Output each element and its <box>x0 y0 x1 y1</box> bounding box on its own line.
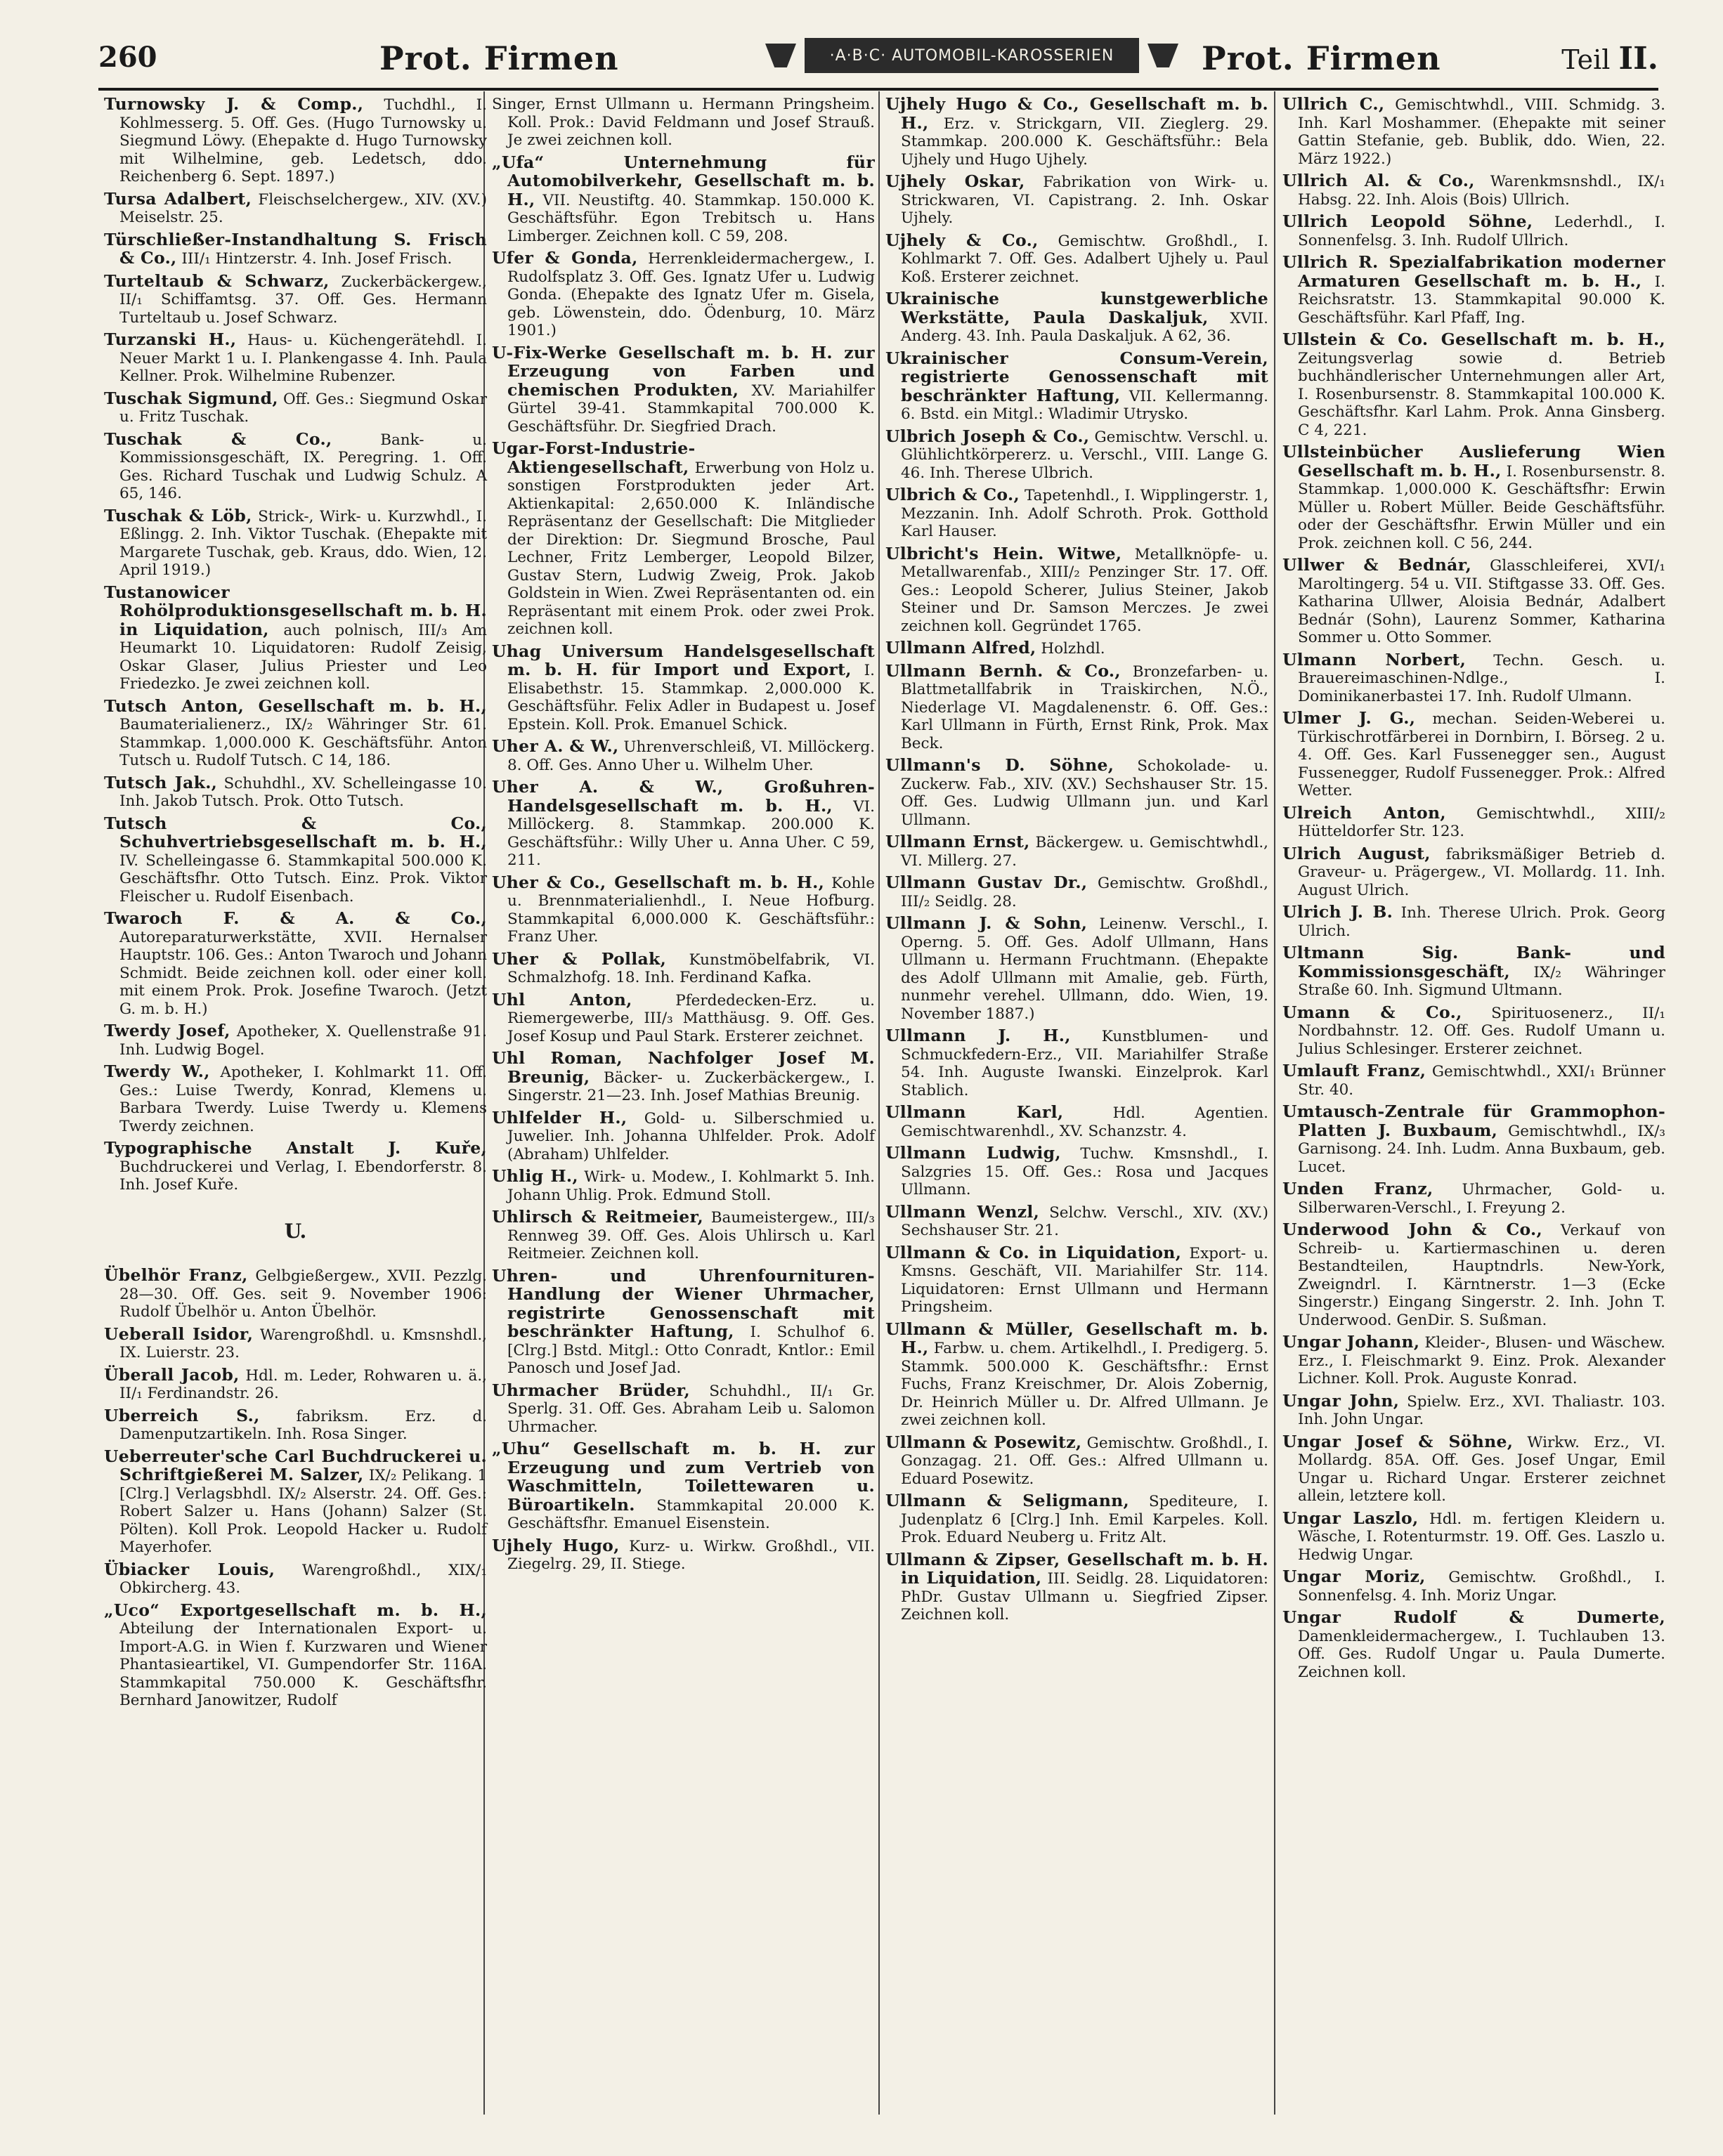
entry-details: Erwerbung von Holz u. sonstigen Forstprodukten jeder Art. Aktienkapital: 2,650.000 K. Inländische Repräsentanz der Gesellschaft: Die Mitglieder der Direktion: Dr. Siegmund Brosche, Paul Lechner, Fritz Lemberger, Leopold Bilzer, Gustav Stern, Ludwig Zweig, Prok. Jakob Goldstein in Wien. Zwei Repräsentanten od. ein Repräsentant mit einem Prok. oder zwei Prok. zeichnen koll. <box>507 459 875 638</box>
entry-details: VII. Kellermanng. 6. Bstd. ein Mitgl.: Wladimir Utrysko. <box>901 387 1268 423</box>
firm-name: Uhl Roman, Nachfolger Josef M. Breunig, <box>492 1048 875 1087</box>
directory-entry <box>1282 172 1665 209</box>
entry-details: Farbw. u. chem. Artikelhdl., I. Predigerg. 5. Stammk. 500.000 K. Geschäftsfhr.: Ernst Fuchs, Franz Kreischmer, Dr. Alois Zobernig, Dr. Heinrich Müller u. Dr. Alfred Ullmann. Je zwei zeichnen koll. <box>901 1340 1268 1429</box>
entry-details: Apotheker, I. Kohlmarkt 11. Off. Ges.: Luise Twerdy, Konrad, Klemens u. Barbara Twerdy. Luise Twerdy u. Klemens Twerdy zeichnen. <box>119 1064 487 1135</box>
firm-name: Ullsteinbücher Auslieferung Wien Gesellschaft m. b. H., <box>1282 442 1665 481</box>
entry-details: auch polnisch, III/₃ Am Heumarkt 10. Liquidatoren: Rudolf Zeisig, Oskar Glaser, Julius Priester und Leo Friedezko. Je zwei zeichnen koll. <box>119 621 487 693</box>
directory-entry <box>104 1267 487 1321</box>
firm-name: Tuschak & Co., <box>104 429 332 449</box>
entry-details: Off. Ges.: Siegmund Oskar u. Fritz Tuschak. <box>119 390 488 426</box>
directory-entry <box>104 695 487 770</box>
directory-entry <box>104 331 487 386</box>
entry-details: Selchw. Verschl., XIV. (XV.) Sechshauser Str. 21. <box>901 1203 1268 1239</box>
firm-name: Ullmann Ernst, <box>885 832 1030 851</box>
firm-name: Umlauft Franz, <box>1282 1061 1426 1080</box>
directory-entry <box>1282 1180 1665 1217</box>
entry-details: Baumeistergew., III/₃ Rennweg 39. Off. Ges. Alois Uhlirsch u. Karl Reitmeier. Zeichnen koll. <box>507 1209 875 1262</box>
firm-name: Uher A. & W., <box>492 736 619 756</box>
entry-details: Metallknöpfe- u. Metallwarenfab., XIII/₂ Penzinger Str. 17. Off. Ges.: Leopold Scherer, Julius Steiner, Jakob Steiner und Dr. Samson Merczes. Je zwei zeichnen koll. Gegründet 1765. <box>901 545 1268 635</box>
directory-entry <box>1282 556 1665 647</box>
firm-name: Ullmann Bernh. & Co., <box>885 660 1121 681</box>
directory-entry <box>885 232 1268 287</box>
directory-entry <box>885 1551 1268 1624</box>
firm-name: Turnowsky J. & Comp., <box>104 94 364 114</box>
entry-details: Warengroßhdl. u. Kmsnshdl., IX. Luierstr. 23. <box>119 1326 487 1361</box>
firm-name: Uher & Co., Gesellschaft m. b. H., <box>492 872 825 892</box>
entry-details: Stammkapital 20.000 K. Geschäftsfhr. Emanuel Eisenstein. <box>507 1496 875 1532</box>
firm-name: Ullstein & Co. Gesellschaft m. b. H., <box>1282 329 1665 349</box>
column-4 <box>1282 96 1665 1685</box>
directory-entry <box>885 1321 1268 1430</box>
firm-name: Ullmann J. & Sohn, <box>885 913 1088 933</box>
directory-entry <box>104 190 487 227</box>
page-number: 260 <box>98 41 157 74</box>
directory-entry <box>1282 903 1665 940</box>
column-divider <box>1274 91 1275 2115</box>
entry-details: Wirkw. Erz., VI. Mollardg. 85A. Off. Ges. Josef Ungar, Emil Ungar u. Richard Ungar. Ersterer zeichnet allein, letztere koll. <box>1298 1433 1665 1505</box>
firm-name: Ulbrich & Co., <box>885 485 1020 504</box>
firm-name: Ullmann & Posewitz, <box>885 1432 1082 1452</box>
entry-details: Gemischtw. Großhdl., I. Gonzagag. 21. Off. Ges.: Alfred Ullmann u. Eduard Posewitz. <box>901 1434 1268 1488</box>
firm-name: Tutsch Jak., <box>104 772 218 792</box>
column-divider <box>878 91 880 2115</box>
directory-entry <box>885 1027 1268 1099</box>
firm-name: Ullmann Alfred, <box>885 638 1036 658</box>
entry-details: I. Schulhof 6. [Clrg.] Bstd. Mitgl.: Otto Conradt, Kntlor.: Emil Panosch und Josef Jad. <box>507 1324 875 1377</box>
firm-name: Ullmann's D. Söhne, <box>885 755 1114 775</box>
entry-details: Gemischtwhdl., XIII/₂ Hütteldorfer Str. 123. <box>1298 804 1665 840</box>
entry-details: Bronzefarben- u. Blattmetallfabrik in Traiskirchen, N.Ö., Niederlage VI. Magdalenenstr. 6. Off. Ges.: Karl Ullmann in Fürth, Ernst Rink, Prok. Max Beck. <box>901 662 1268 752</box>
entry-details: Gemischtwhdl., IX/₃ Garnisong. 24. Inh. Ludm. Anna Buxbaum, geb. Lucet. <box>1298 1122 1665 1176</box>
directory-entry <box>104 1063 487 1135</box>
entry-details: Kunstmöbelfabrik, VI. Schmalzhofg. 18. Inh. Ferdinand Kafka. <box>507 950 875 986</box>
entry-details: IX/₂ Währinger Straße 60. Inh. Sigmund Ultmann. <box>1298 963 1665 999</box>
directory-entry <box>104 507 487 580</box>
directory-entry <box>1282 1004 1665 1059</box>
entry-details: Uhrenverschleiß, VI. Millöckerg. 8. Off. Ges. Anno Uher u. Wilhelm Uher. <box>507 738 875 774</box>
directory-entry <box>885 290 1268 346</box>
entry-details: Gemischtw. Großhdl., I. Sonnenfelsg. 4. Inh. Moriz Ungar. <box>1298 1569 1665 1605</box>
directory-entry <box>492 643 875 734</box>
entry-details: Gemischtwhdl., XXI/₁ Brünner Str. 40. <box>1298 1063 1665 1099</box>
directory-entry <box>1282 331 1665 439</box>
directory-entry <box>104 1448 487 1557</box>
header-rule <box>98 88 1658 91</box>
directory-entry <box>492 950 875 987</box>
directory-entry <box>104 1602 487 1710</box>
firm-name: Uhl Anton, <box>492 989 632 1010</box>
directory-entry <box>885 428 1268 483</box>
entry-details: Spediteure, I. Judenplatz 6 [Clrg.] Inh. Emil Karpeles. Koll. Prok. Eduard Neuberg u. Fritz Alt. <box>901 1493 1268 1546</box>
entry-details: Wirk- u. Modew., I. Kohlmarkt 5. Inh. Johann Uhlig. Prok. Edmund Stoll. <box>507 1168 875 1204</box>
directory-entry <box>1282 804 1665 841</box>
directory-entry <box>104 774 487 811</box>
firm-name: Ungar John, <box>1282 1390 1400 1411</box>
directory-entry <box>492 344 875 436</box>
directory-entry <box>104 231 487 268</box>
directory-entry <box>1282 1333 1665 1388</box>
entry-details: Lederhdl., I. Sonnenfelsg. 3. Inh. Rudolf Ullrich. <box>1298 214 1665 249</box>
entry-details: Pferdedecken-Erz. u. Riemergewerbe, III/₃ Matthäusg. 9. Off. Ges. Josef Kosup und Paul Stark. Ersterer zeichnet. <box>507 991 875 1045</box>
entry-details: Fabrikation von Wirk- u. Strickwaren, VI. Capistrang. 2. Inh. Oskar Ujhely. <box>901 174 1268 227</box>
entry-details: Uhrmacher, Gold- u. Silberwaren-Verschl., I. Freyung 2. <box>1298 1181 1665 1217</box>
directory-entry <box>492 1050 875 1105</box>
entry-details: Damenkleidermachergew., I. Tuchlauben 13. Off. Ges. Rudolf Ungar u. Paula Dumerte. Zeichnen koll. <box>1298 1627 1665 1681</box>
entry-details: Tuchw. Kmsnshdl., I. Salzgries 15. Off. Ges.: Rosa und Jacques Ullmann. <box>901 1145 1268 1198</box>
entry-details: XV. Mariahilfer Gürtel 39-41. Stammkapital 700.000 K. Geschäftsführ. Dr. Siegfried Drach. <box>507 381 876 436</box>
directory-entry <box>104 1326 487 1362</box>
entry-details: Hdl. m. Leder, Rohwaren u. ä., II/₁ Ferdinandstr. 26. <box>119 1366 487 1402</box>
entry-details: Gold- u. Silberschmied u. Juwelier. Inh. Johanna Uhlfelder. Prok. Adolf (Abraham) Uhlfelder. <box>507 1109 876 1163</box>
firm-name: Ultmann Sig. Bank- und Kommissionsgeschäft, <box>1282 943 1665 981</box>
running-title-right: Prot. Firmen <box>1202 39 1441 77</box>
firm-name: Tuschak Sigmund, <box>104 388 278 408</box>
firm-name: Uher & Pollak, <box>492 948 667 969</box>
firm-name: Uberreich S., <box>104 1405 260 1425</box>
directory-entry <box>885 545 1268 636</box>
directory-entry <box>1282 1062 1665 1099</box>
entry-details: Autoreparaturwerkstätte, XVII. Hernalser Hauptstr. 106. Ges.: Anton Twaroch und Johann Schmidt. Beide zeichnen koll. oder einer koll. mit einem Prok. Prok. Josefine Twaroch. (Jetzt G. m. b. H.) <box>119 928 487 1018</box>
entry-details: Kleider-, Blusen- und Wäschew. Erz., I. Fleischmarkt 9. Einz. Prok. Alexander Lichner. Koll. Prok. Auguste Konrad. <box>1298 1334 1665 1387</box>
entry-details: Leinenw. Verschl., I. Operng. 5. Off. Ges. Adolf Ullmann, Hans Ullmann u. Hermann Fruchtmann. (Ehepakte des Adolf Ullmann mit Amalie, geb. Fürth, nunmehr verehel. Ullmann, ddo. Wien, 19. November 1887.) <box>901 915 1268 1023</box>
directory-entry <box>492 1440 875 1533</box>
directory-entry <box>492 1382 875 1437</box>
firm-name: Türschließer-Instandhaltung S. Frisch & Co., <box>104 229 487 268</box>
entry-details: Bäcker- u. Zuckerbäckergew., I. Singerstr. 21—23. Inh. Josef Mathias Breunig. <box>507 1069 875 1104</box>
banner-text: ·A·B·C· AUTOMOBIL-KAROSSERIEN <box>829 46 1114 65</box>
directory-entry <box>104 96 487 186</box>
directory-entry <box>492 1109 875 1164</box>
directory-entry <box>1282 96 1665 168</box>
firm-name: Tursa Adalbert, <box>104 188 252 209</box>
directory-entry <box>885 757 1268 829</box>
entry-details: I. Rosenbursenstr. 8. Stammkap. 1,000.000 K. Geschäftsfhr: Erwin Müller u. Robert Müller. Beide Geschäftsführ. oder der Geschäftsfhr. Erwin Müller und ein Prok. zeichnen koll. C 56, 244. <box>1298 462 1665 552</box>
firm-name: Uhag Universum Handelsgesellschaft m. b. H. für Import und Export, <box>492 641 875 679</box>
part-indicator <box>1561 41 1658 77</box>
directory-entry <box>885 350 1268 424</box>
directory-entry <box>104 270 487 327</box>
column-3 <box>885 96 1268 1628</box>
entry-details: Apotheker, X. Quellenstraße 91. Inh. Ludwig Bogel. <box>119 1023 487 1059</box>
entry-details: Bank- u. Kommissionsgeschäft, IX. Peregring. 1. Off. Ges. Richard Tuschak und Ludwig Schulz. A 65, 146. <box>119 431 487 502</box>
firm-name: Umann & Co., <box>1282 1002 1462 1022</box>
directory-entry <box>1282 1392 1665 1429</box>
directory-entry <box>492 154 875 246</box>
directory-entry <box>492 1208 875 1263</box>
directory-entry <box>104 815 487 906</box>
firm-name: Ugar-Forst-Industrie-Aktiengesellschaft, <box>492 438 696 477</box>
firm-name: Turzanski H., <box>104 329 237 349</box>
directory-entry <box>885 1492 1268 1547</box>
firm-name: „Uco“ Exportgesellschaft m. b. H., <box>104 1600 487 1620</box>
entry-details: IV. Schelleingasse 6. Stammkapital 500.000 K. Geschäftsfhr. Otto Tutsch. Einz. Prok. Viktor Fleischer u. Rudolf Eisenbach. <box>119 851 487 906</box>
firm-name: Überall Jacob, <box>104 1364 240 1385</box>
firm-name: Turteltaub & Schwarz, <box>104 270 330 291</box>
directory-entry <box>885 1144 1268 1199</box>
directory-entry <box>492 991 875 1046</box>
entry-details: Buchdruckerei und Verlag, I. Ebendorferstr. 8. Inh. Josef Kuře. <box>119 1158 487 1194</box>
directory-entry <box>492 440 875 639</box>
entry-details: Herrenkleidermachergew., I. Rudolfsplatz 3. Off. Ges. Ignatz Ufer u. Ludwig Gonda. (Ehepakte des Ignatz Ufer m. Gisela, geb. Löwenstein, ddo. Ödenburg, 10. März 1901.) <box>507 250 875 339</box>
directory-entry <box>104 910 487 1018</box>
entry-details: Verkauf von Schreib- u. Kartiermaschinen u. deren Bestandteilen, Hauptndrls. New-York, Zweigndrl. I. Kärntnerstr. 1—3 (Ecke Singerstr.) Eingang Singerstr. 2. Inh. John T. Underwood. GenDir. S. Sußman. <box>1298 1222 1665 1329</box>
firm-name: Tutsch Anton, Gesellschaft m. b. H., <box>104 695 487 716</box>
firm-name: Ukrainische kunstgewerbliche Werkstätte, Paula Daskaljuk, <box>885 289 1268 327</box>
directory-entry <box>492 874 875 946</box>
entry-details: III/₁ Hintzerstr. 4. Inh. Josef Frisch. <box>181 250 453 268</box>
firm-name: Ungar Johann, <box>1282 1332 1420 1352</box>
entry-details: Warenkmsnshdl., IX/₁ Habsg. 22. Inh. Alois (Bois) Ullrich. <box>1298 173 1665 209</box>
firm-name: „Uhu“ Gesellschaft m. b. H. zur Erzeugung und zum Vertrieb von Waschmitteln, Toilettewaren u. Büroartikeln. <box>492 1439 875 1515</box>
firm-name: Ullrich C., <box>1282 94 1385 114</box>
directory-entry <box>1282 1433 1665 1505</box>
section-letter: U. <box>284 1219 307 1243</box>
firm-name: Ullmann & Seligmann, <box>885 1491 1129 1510</box>
firm-name: Ulbricht's Hein. Witwe, <box>885 543 1122 563</box>
entry-details: Holzhdl. <box>1041 640 1105 658</box>
firm-name: Tutsch & Co., Schuhvertriebsgesellschaft m. b. H., <box>104 813 487 851</box>
directory-entry <box>492 249 875 340</box>
entry-details: Kunstblumen- und Schmuckfedern-Erz., VII. Mariahilfer Straße 54. Inh. Auguste Iwanski. Einzelprok. Karl Stablich. <box>901 1028 1268 1099</box>
firm-name: Twerdy Josef, <box>104 1021 230 1040</box>
firm-name: Uhrmacher Brüder, <box>492 1380 691 1400</box>
firm-name: Ukrainischer Consum-Verein, registrierte Genossenschaft mit beschränkter Haftung, <box>885 348 1268 405</box>
entry-details: Spirituosenerz., II/₁ Nordbahnstr. 12. Off. Ges. Rudolf Umann u. Julius Schlesinger. Ersterer zeichnet. <box>1298 1004 1665 1058</box>
part-number: II. <box>1618 41 1658 77</box>
firm-name: Ueberall Isidor, <box>104 1324 254 1344</box>
entry-details: Fleischselchergew., XIV. (XV.) Meiselstr. 25. <box>119 190 487 226</box>
firm-name: Ullwer & Bednár, <box>1282 555 1472 575</box>
directory-entry <box>1282 710 1665 800</box>
firm-name: Ullmann & Co. in Liquidation, <box>885 1242 1182 1262</box>
firm-name: Uhlig H., <box>492 1166 578 1186</box>
firm-name: Typographische Anstalt J. Kuře, <box>104 1138 487 1158</box>
entry-details: Gemischtwhdl., VIII. Schmidg. 3. Inh. Karl Moshammer. (Ehepakte mit seiner Gattin Stefanie, geb. Bublik, ddo. Wien, 22. März 1922.) <box>1298 96 1665 168</box>
directory-entry <box>492 96 875 150</box>
entry-details: Spielw. Erz., XVI. Thaliastr. 103. Inh. John Ungar. <box>1298 1392 1665 1428</box>
firm-name: Übelhör Franz, <box>104 1265 248 1285</box>
directory-entry <box>492 1168 875 1204</box>
directory-entry <box>104 431 487 503</box>
page-header <box>98 34 1658 90</box>
firm-name: Tuschak & Löb, <box>104 505 252 525</box>
firm-name: Ulbrich Joseph & Co., <box>885 426 1090 446</box>
firm-name: Ulrich J. B. <box>1282 902 1393 922</box>
entry-details: Gelbgießergew., XVII. Pezzlg. 28—30. Off. Ges. seit 9. November 1906: Rudolf Übelhör u. Anton Übelhör. <box>119 1267 487 1321</box>
firm-name: Ullrich Al. & Co., <box>1282 171 1475 190</box>
entry-details: Tuchdhl., I. Kohlmesserg. 5. Off. Ges. (Hugo Turnowsky u. Siegmund Löwy. (Ehepakte d. Hugo Turnowsky mit Wilhelmine, geb. Ledetsch, ddo. Reichenberg 6. Sept. 1897.) <box>119 96 487 185</box>
directory-entry <box>885 1244 1268 1317</box>
entry-details: Singer, Ernst Ullmann u. Hermann Pringsheim. Koll. Prok.: David Feldmann und Josef Strauß. Je zwei zeichnen koll. <box>492 96 875 149</box>
entry-details: Inh. Therese Ulrich. Prok. Georg Ulrich. <box>1298 904 1665 940</box>
column-1 <box>104 96 487 1714</box>
directory-entry <box>104 1139 487 1194</box>
directory-entry <box>1282 1103 1665 1176</box>
directory-entry <box>104 584 487 693</box>
firm-name: Ullrich Leopold Söhne, <box>1282 211 1533 231</box>
firm-name: Ulrich August, <box>1282 843 1431 863</box>
directory-entry <box>885 662 1268 753</box>
entry-details: VII. Neustiftg. 40. Stammkap. 150.000 K. Geschäftsführ. Egon Trebitsch u. Hans Limberger. Zeichnen koll. C 59, 208. <box>507 191 876 245</box>
entry-details: Baumaterialienerz., IX/₂ Währinger Str. 61. Stammkap. 1,000.000 K. Geschäftsführ. Anton Tutsch u. Rudolf Tutsch. C 14, 186. <box>119 716 487 769</box>
directory-entry <box>885 173 1268 228</box>
firm-name: Ulmer J. G., <box>1282 708 1416 728</box>
firm-name: Unden Franz, <box>1282 1179 1433 1198</box>
directory-entry <box>104 1407 487 1444</box>
entry-details: mechan. Seiden-Weberei u. Türkischrotfärberei in Dornbirn, I. Börseg. 2 u. 4. Off. Ges. Karl Fussenegger sen., August Fussenegger, Rudolf Fussenegger. Prok.: Alfred Wetter. <box>1298 710 1665 799</box>
directory-entry <box>885 833 1268 870</box>
directory-entry <box>104 390 487 426</box>
firm-name: „Ufa“ Unternehmung für Automobilverkehr, Gesellschaft m. b. H., <box>492 152 875 209</box>
firm-name: Uhlirsch & Reitmeier, <box>492 1207 703 1227</box>
firm-name: Ungar Josef & Söhne, <box>1282 1431 1514 1451</box>
entry-details: Zuckerbäckergew., II/₁ Schiffamtsg. 37. Off. Ges. Hermann Turteltaub u. Josef Schwarz. <box>119 273 487 327</box>
firm-name: Uhren- und Uhrenfournituren-Handlung der Wiener Uhrmacher, registrirte Genossenschaft mit beschränkter Haftung, <box>492 1265 875 1341</box>
firm-name: Ungar Moriz, <box>1282 1567 1426 1586</box>
directory-entry <box>1282 1568 1665 1605</box>
firm-name: Ullmann Wenzl, <box>885 1201 1040 1222</box>
entry-details: VI. Millöckerg. 8. Stammkap. 200.000 K. Geschäftsführ.: Willy Uher u. Anna Uher. C 59, 211. <box>507 797 875 869</box>
column-2 <box>492 96 875 1578</box>
firm-name: U-Fix-Werke Gesellschaft m. b. H. zur Erzeugung von Farben und chemischen Produkten, <box>492 342 875 400</box>
firm-name: Ungar Laszlo, <box>1282 1508 1419 1528</box>
entry-details: Glasschleiferei, XVI/₁ Maroltingerg. 54 u. VII. Stiftgasse 33. Off. Ges. Katharina Ullwer, Aloisia Bednár, Adalbert Bednár (Sohn), Laurenz Sommer, Katharina Sommer u. Otto Sommer. <box>1298 557 1666 646</box>
firm-name: Ujhely & Co., <box>885 230 1039 250</box>
firm-name: Twerdy W., <box>104 1061 210 1081</box>
directory-entry <box>492 778 875 870</box>
firm-name: Übiacker Louis, <box>104 1559 275 1579</box>
firm-name: Tustanowicer Rohölproduktionsgesellschaft m. b. H. in Liquidation, <box>104 582 487 639</box>
entry-details: Erz. v. Strickgarn, VII. Zieglerg. 29. Stammkap. 200.000 K. Geschäftsführ.: Bela Ujhely und Hugo Ujhely. <box>901 115 1268 169</box>
firm-name: Ullmann Gustav Dr., <box>885 873 1088 892</box>
entry-details: Techn. Gesch. u. Brauereimaschinen-Ndlge., I. Dominikanerbastei 17. Inh. Rudolf Ulmann. <box>1298 651 1666 705</box>
firm-name: Ullmann Ludwig, <box>885 1143 1061 1163</box>
firm-name: Ullmann J. H., <box>885 1026 1071 1045</box>
directory-entry <box>1282 254 1665 327</box>
firm-name: Ullmann & Zipser, Gesellschaft m. b. H. in Liquidation, <box>885 1549 1268 1588</box>
directory-entry <box>1282 443 1665 552</box>
directory-entry <box>492 1267 875 1378</box>
directory-entry <box>104 1366 487 1403</box>
directory-entry <box>1282 651 1665 706</box>
firm-name: Uher A. & W., Großuhren-Handelsgesellschaft m. b. H., <box>492 777 875 816</box>
directory-entry <box>885 874 1268 910</box>
directory-entry <box>1282 213 1665 249</box>
entry-details: Hdl. Agentien. Gemischtwarenhdl., XV. Schanzstr. 4. <box>901 1104 1268 1140</box>
firm-name: Ulmann Norbert, <box>1282 649 1467 669</box>
entry-details: IX/₂ Pelikang. 1 [Clrg.] Verlagsbhdl. IX/₂ Alserstr. 24. Off. Ges.: Robert Salzer u. Hans (Johann) Salzer (St. Pölten). Koll Prok. Leopold Hacker u. Rudolf Mayerhofer. <box>119 1467 487 1556</box>
entry-details: Haus- u. Küchengerätehdl. I. Neuer Markt 1 u. I. Plankengasse 4. Inh. Paula Kellner. Prok. Wilhelmine Rubenzer. <box>119 332 487 385</box>
directory-entry <box>885 915 1268 1023</box>
firm-name: Umtausch-Zentrale für Grammophon-Platten J. Buxbaum, <box>1282 1102 1665 1140</box>
directory-entry <box>1282 1221 1665 1329</box>
firm-name: Ullrich R. Spezialfabrikation moderner Armaturen Gesellschaft m. b. H., <box>1282 252 1665 291</box>
firm-name: Ufer & Gonda, <box>492 248 638 268</box>
directory-entry <box>1282 944 1665 1000</box>
abc-automobil-banner <box>805 38 1139 73</box>
firm-name: Ujhely Hugo, <box>492 1535 620 1555</box>
directory-entry <box>885 1434 1268 1489</box>
firm-name: Ullmann & Müller, Gesellschaft m. b. H., <box>885 1319 1268 1357</box>
directory-entry <box>1282 1609 1665 1681</box>
firm-name: Twaroch F. & A. & Co., <box>104 908 487 928</box>
directory-entry <box>492 738 875 774</box>
entry-details: Schokolade- u. Zuckerw. Fab., XIV. (XV.) Sechshauser Str. 15. Off. Ges. Ludwig Ullmann jun. und Karl Ullmann. <box>901 757 1268 829</box>
entry-details: Strick-, Wirk- u. Kurzwhdl., I. Eßlingg. 2. Inh. Viktor Tuschak. (Ehepakte mit Margarete Tuschak, geb. Kraus, ddo. Wien, 12. April 1919.) <box>119 507 487 579</box>
directory-entry <box>104 1022 487 1059</box>
entry-details: Zeitungsverlag sowie d. Betrieb buchhändlerischer Unternehmungen aller Art, I. Rosenbursenstr. 8. Stammkapital 100.000 K. Geschäftsfhr. Karl Lahm. Prok. Anna Ginsberg. C 4, 221. <box>1298 349 1665 439</box>
directory-entry <box>1282 1510 1665 1564</box>
running-title-left: Prot. Firmen <box>379 39 619 77</box>
entry-details: III. Seidlg. 28. Liquidatoren: PhDr. Gustav Ullmann u. Siegfried Zipser. Zeichnen koll. <box>901 1570 1268 1623</box>
firm-name: Ujhely Oskar, <box>885 171 1025 191</box>
entry-details: Schuhdhl., II/₁ Gr. Sperlg. 31. Off. Ges. Abraham Leib u. Salomon Uhrmacher. <box>507 1382 875 1436</box>
firm-name: Ulreich Anton, <box>1282 802 1446 823</box>
entry-details: Gemischtw. Verschl. u. Glühlichtkörpererz. u. Verschl., VIII. Lange G. 46. Inh. Therese Ulbrich. <box>901 428 1269 482</box>
firm-name: Uhlfelder H., <box>492 1107 628 1128</box>
directory-entry <box>104 1561 487 1598</box>
entry-details: Hdl. m. fertigen Kleidern u. Wäsche, I. Rotenturmstr. 19. Off. Ges. Laszlo u. Hedwig Ungar. <box>1298 1510 1666 1564</box>
entry-details: Bäckergew. u. Gemischtwhdl., VI. Millerg. 27. <box>901 834 1268 870</box>
entry-details: Warengroßhdl., XIX/₁ Obkircherg. 43. <box>119 1561 487 1597</box>
part-label: Teil <box>1561 44 1611 75</box>
firm-name: Ujhely Hugo & Co., Gesellschaft m. b. H., <box>885 94 1268 133</box>
entry-details: I. Reichsratstr. 13. Stammkapital 90.000 K. Geschäftsführ. Karl Pfaff, Ing. <box>1298 273 1665 327</box>
directory-entry <box>885 639 1268 658</box>
entry-details: Gemischtw. Großhdl., I. Kohlmarkt 7. Off. Ges. Adalbert Ujhely u. Paul Koß. Ersterer zeichnet. <box>901 232 1268 286</box>
entry-details: Export- u. Kmsns. Geschäft, VII. Mariahilfer Str. 114. Liquidatoren: Ernst Ullmann und Hermann Pringsheim. <box>901 1244 1268 1316</box>
entry-details: Schuhdhl., XV. Schelleingasse 10. Inh. Jakob Tutsch. Prok. Otto Tutsch. <box>119 774 487 810</box>
entry-details: Kurz- u. Wirkw. Großhdl., VII. Ziegelrg. 29, II. Stiege. <box>507 1537 875 1573</box>
entry-details: Kohle u. Brennmaterialienhdl., I. Neue Hofburg. Stammkapital 6,000.000 K. Geschäftsführ.: Franz Uher. <box>507 874 875 946</box>
directory-entry <box>1282 845 1665 900</box>
entry-details: fabriksmäßiger Betrieb d. Graveur- u. Prägergew., VI. Mollardg. 11. Inh. August Ulrich. <box>1298 845 1666 899</box>
entry-details: fabriksm. Erz. d. Damenputzartikeln. Inh. Rosa Singer. <box>119 1407 487 1443</box>
entry-details: I. Elisabethstr. 15. Stammkap. 2,000.000 K. Geschäftsführ. Felix Adler in Budapest u. Josef Epstein. Koll. Prok. Emanuel Schick. <box>507 662 875 733</box>
directory-entry <box>885 96 1268 169</box>
firm-name: Ueberreuter'sche Carl Buchdruckerei u. Schriftgießerei M. Salzer, <box>104 1446 487 1484</box>
directory-entry <box>885 1104 1268 1140</box>
directory-entry <box>492 1537 875 1574</box>
firm-name: Ullmann Karl, <box>885 1102 1064 1122</box>
entry-details: Tapetenhdl., I. Wipplingerstr. 1, Mezzanin. Inh. Adolf Schroth. Prok. Gotthold Karl Hauser. <box>901 487 1268 540</box>
firm-name: Underwood John & Co., <box>1282 1220 1542 1239</box>
entry-details: Abteilung der Internationalen Export- u. Import-A.G. in Wien f. Kurzwaren und Wiener Phantasieartikel, VI. Gumpendorfer Str. 116A. Stammkapital 750.000 K. Geschäftsfhr. Bernhard Janowitzer, Rudolf <box>119 1620 487 1709</box>
directory-entry <box>885 1203 1268 1240</box>
firm-name: Ungar Rudolf & Dumerte, <box>1282 1607 1665 1627</box>
entry-details: Gemischtw. Großhdl., III/₂ Seidlg. 28. <box>901 875 1269 910</box>
entry-details: XVII. Anderg. 43. Inh. Paula Daskaljuk. A 62, 36. <box>901 309 1269 345</box>
directory-entry <box>885 486 1268 541</box>
